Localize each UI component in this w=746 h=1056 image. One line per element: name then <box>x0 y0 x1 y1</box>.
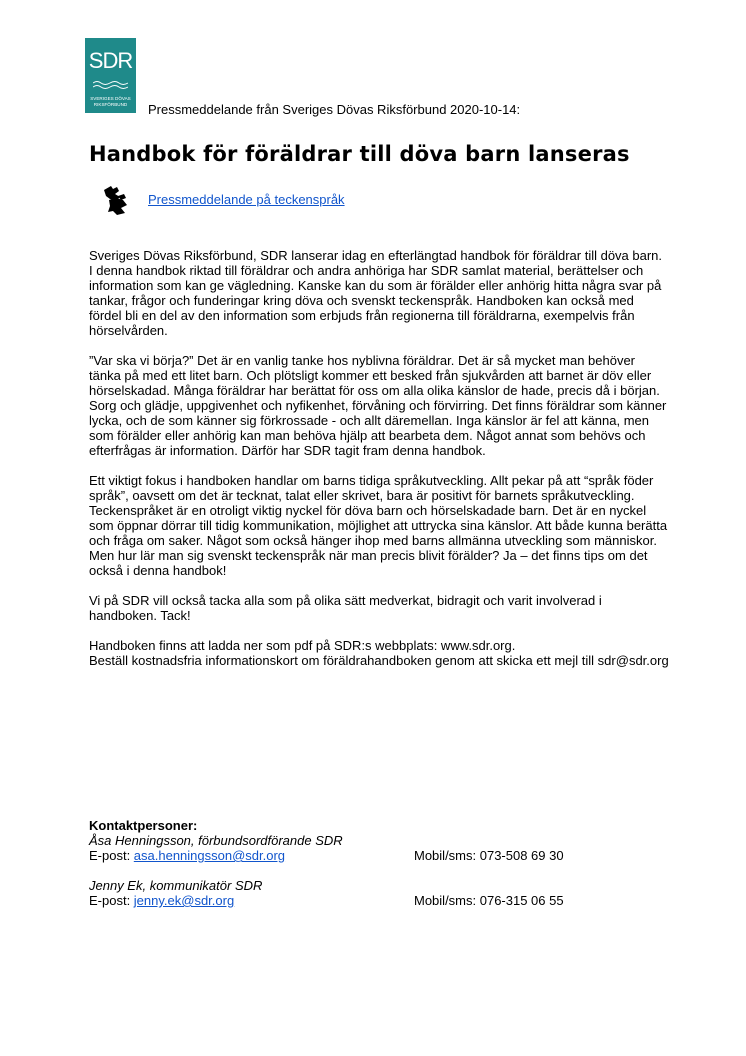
sdr-logo <box>85 38 136 113</box>
contact-row <box>89 848 649 863</box>
page-title: Handbok för föräldrar till döva barn lanseras <box>89 142 630 166</box>
email-label: E-post: <box>89 893 134 908</box>
logo-waves-icon <box>93 80 128 90</box>
paragraph-1: Sveriges Dövas Riksförbund, SDR lanserar idag en efterlängtad handbok för föräldrar till döva barn. I denna handbok riktad till föräldrar och andra anhöriga har SDR samlat material, berättelser och information som kan ge vägledning. Kanske kan du som är förälder eller anhörig hitta några svar på tankar, frågor och funderingar kring döva och svenskt teckenspråk. Handboken kan också med fördel bli en del av den information som erbjuds från regionerna till föräldrarna, exempelvis från hörselvården. <box>89 248 663 338</box>
paragraph-3: Ett viktigt fokus i handboken handlar om barns tidiga språkutveckling. Allt pekar på att “språk föder språk”, oavsett om det är tecknat, talat eller skrivet, bara är positivt för barnets språkutveckling. Teckenspråket är en otroligt viktig nyckel för döva barn och hörselskadade barn. Det är en nyckel som öppnar dörrar till tidig kommunikation, möjlighet att uttrycka sina känslor. Att både kunna berätta och fråga om saker. Något som också hänger ihop med barns allmänna utveckling som människor. Men hur lär man sig svenskt teckenspråk när man precis blivit förälder? Ja – det finns tips om det också i denna handbok! <box>89 473 668 578</box>
sign-language-icon <box>101 184 131 218</box>
contact-name: Jenny Ek, kommunikatör SDR <box>89 878 263 893</box>
logo-mark: SDR <box>88 48 133 73</box>
contact-name: Åsa Henningsson, förbundsordförande SDR <box>89 833 343 848</box>
email-label: E-post: <box>89 848 134 863</box>
contact-email-group <box>89 848 285 863</box>
contacts-section <box>89 818 649 908</box>
contact-email-group <box>89 893 234 908</box>
logo-text-line2: RIKSFÖRBUND <box>93 102 128 107</box>
contacts-heading: Kontaktpersoner: <box>89 818 198 833</box>
paragraph-5: Handboken finns att ladda ner som pdf på SDR:s webbplats: www.sdr.org. Beställ kostnadsfria informationskort om föräldrahandboken genom att skicka ett mejl till sdr@sdr.org <box>89 638 669 668</box>
body-text <box>89 248 669 683</box>
contact-mobile: Mobil/sms: 073-508 69 30 <box>414 848 564 863</box>
paragraph-2: ”Var ska vi börja?” Det är en vanlig tanke hos nyblivna föräldrar. Det är så mycket man behöver tänka på med ett litet barn. Och plötsligt kommer ett besked från sjukvården att barnet är döv eller hörselskadad. Många föräldrar har berättat för oss om alla olika känslor de hade, precis då i början. Sorg och glädje, uppgivenhet och nyfikenhet, förvåning och förvirring. Det finns föräldrar som känner lycka, och de som känner sig förkrossade - och allt däremellan. Inga känslor är fel att känna, men som förälder eller anhörig kan man behöva hjälp att bearbeta dem. Något annat som behövs och efterfrågas är information. Därför har SDR tagit fram denna handbok. <box>89 353 667 458</box>
email-link[interactable]: asa.henningsson@sdr.org <box>133 848 286 863</box>
paragraph-4: Vi på SDR vill också tacka alla som på olika sätt medverkat, bidragit och varit involverad i handboken. Tack! <box>89 593 602 623</box>
press-release-line: Pressmeddelande från Sveriges Dövas Riksförbund 2020-10-14: <box>148 102 521 117</box>
contact-row <box>89 893 649 908</box>
logo-text-line1: SVERIGES DÖVAS <box>90 96 131 101</box>
sign-language-link[interactable]: Pressmeddelande på teckenspråk <box>148 192 345 207</box>
contact-mobile: Mobil/sms: 076-315 06 55 <box>414 893 564 908</box>
email-link[interactable]: jenny.ek@sdr.org <box>133 893 235 908</box>
